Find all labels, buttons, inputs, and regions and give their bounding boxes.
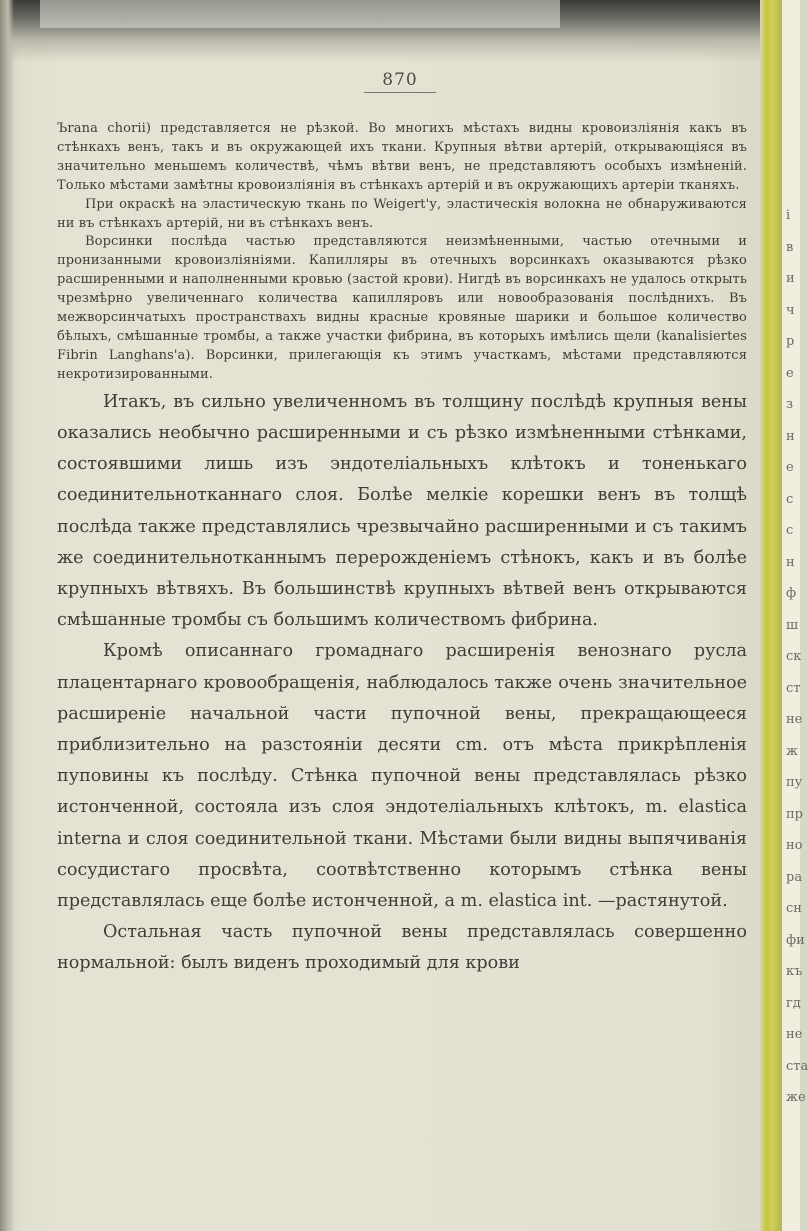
margin-fragment: къ [786, 964, 803, 979]
margin-fragment: ж [786, 743, 798, 759]
margin-fragment: н [786, 554, 795, 570]
margin-fragment: ск [786, 649, 802, 664]
margin-fragment: пр [786, 806, 803, 822]
margin-fragment: и [786, 271, 795, 286]
margin-fragment: гд [786, 995, 801, 1011]
small-print-section [57, 120, 747, 385]
margin-fragment: ч [786, 302, 795, 318]
page-number-rule [364, 92, 436, 93]
margin-fragment: с [786, 523, 794, 538]
paragraph: Ъrana chorii) представляется не рѣзкой. Во многихъ мѣстахъ видны кровоизліянія какъ въ стѣнкахъ венъ, такъ и въ окружающей ихъ ткани. Крупныя вѣтви артерій, открывающіяся въ значительно меньшемъ количествѣ, чѣмъ вѣтви венъ, не представляютъ особыхъ измѣненій. Только мѣстами замѣтны кровоизліянія въ стѣнкахъ артерій и въ окружающихъ артеріи тканяхъ. [57, 121, 747, 193]
margin-fragment: в [786, 239, 794, 255]
body-text [57, 120, 747, 980]
margin-fragment: н [786, 428, 795, 444]
book-gutter [760, 0, 782, 1231]
facing-page-fragments [786, 200, 808, 1231]
margin-fragment: не [786, 712, 803, 727]
margin-fragment: р [786, 334, 795, 349]
margin-fragment: з [786, 397, 794, 412]
paragraph: Остальная часть пупочной вены представлялась совершенно нормальной: былъ виденъ проходимый для крови [57, 922, 747, 974]
paragraph: Кромѣ описаннаго громаднаго расширенія венознаго русла плацентарнаго кровообращенія, наблюдалось также очень значительное расширеніе начальной части пупочной вены, прекращающееся приблизительно на разстояніи десяти cm. отъ мѣста прикрѣпленія пуповины къ послѣду. Стѣнка пупочной вены представлялась рѣзко истонченной, состояла изъ слоя эндотеліальныхъ клѣтокъ, m. elastica interna и слоя соединительной ткани. Мѣстами были видны выпячиванія сосудистаго просвѣта, соотвѣтственно которымъ стѣнка вены представлялась еще болѣе истонченной, а m. elastica int. —растянутой. [57, 641, 747, 911]
margin-fragment: е [786, 365, 794, 381]
paragraph: Итакъ, въ сильно увеличенномъ въ толщину послѣдѣ крупныя вены оказались необычно расширенными и съ рѣзко измѣненными стѣнками, состоявшими лишь изъ эндотеліальныхъ клѣтокъ и тоненькаго соединительнотканнаго слоя. Болѣе мелкіе корешки венъ въ толщѣ послѣда также представлялись чрезвычайно расширенными и съ такимъ же соединительнотканнымъ перерожденіемъ стѣнокъ, какъ и въ болѣе крупныхъ вѣтвяхъ. Въ большинствѣ крупныхъ вѣтвей венъ открываются смѣшанные тромбы съ большимъ количествомъ фибрина. [57, 391, 747, 631]
margin-fragment: с [786, 491, 794, 507]
margin-fragment: і [786, 208, 791, 223]
margin-fragment: же [786, 1090, 806, 1105]
paragraph: Ворсинки послѣда частью представляются неизмѣненными, частью отечными и пронизанными кровоизліяніями. Капилляры въ отечныхъ ворсинкахъ оказываются рѣзко расширенными и наполненными кровью (застой крови). Нигдѣ въ ворсинкахъ не удалось открыть чрезмѣрно увеличеннаго количества капилляровъ или новообразованія послѣднихъ. Въ межворсинчатыхъ пространствахъ видны красные кровяные шарики и большое количество бѣлыхъ, смѣшанные тромбы, а также участки фибрина, въ которыхъ имѣлись щели (kanalisiertes Fibrin Langhans'a). Ворсинки, прилегающія къ этимъ участкамъ, мѣстами представляются некротизированными. [57, 234, 747, 382]
margin-fragment: не [786, 1027, 803, 1042]
margin-fragment: сн [786, 901, 802, 916]
page-number: 870 [382, 70, 418, 90]
margin-fragment: ст [786, 680, 801, 696]
paragraph: При окраскѣ на эластическую ткань по Weigert'у, эластическія волокна не обнаруживаются ни въ стѣнкахъ артерій, ни въ стѣнкахъ венъ. [57, 196, 747, 231]
scan-shadow-left [0, 0, 14, 1231]
large-print-section [57, 387, 747, 980]
margin-fragment: пу [786, 775, 803, 790]
margin-fragment: ш [786, 617, 799, 633]
margin-fragment: ста [786, 1058, 808, 1074]
margin-fragment: ф [786, 586, 797, 601]
margin-fragment: е [786, 460, 794, 475]
scan-highlight-top [40, 0, 560, 28]
margin-fragment: ра [786, 869, 803, 885]
margin-fragment: но [786, 838, 803, 853]
margin-fragment: фи [786, 932, 805, 948]
